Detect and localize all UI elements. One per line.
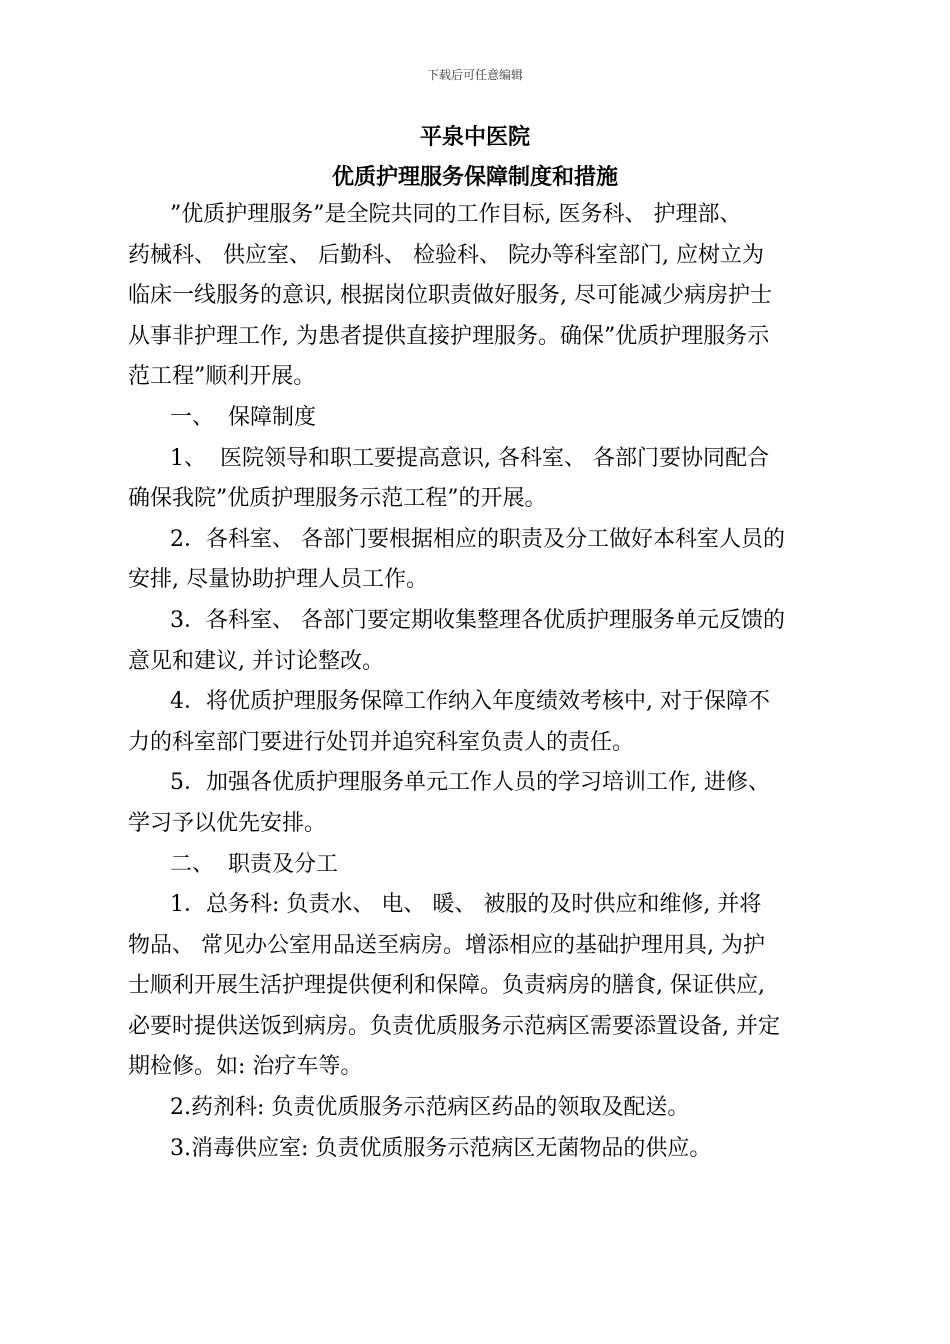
document-body [128,195,822,1169]
text-line: 必要时提供送饭到病房。负责优质服务示范病区需要添置设备, 并定 [128,1013,780,1039]
text-line: 5．加强各优质护理服务单元工作人员的学习培训工作, 进修、 [170,770,770,796]
text-line: 安排, 尽量协助护理人员工作。 [128,567,428,593]
text-line: 士顺利开展生活护理提供便利和保障。负责病房的膳食, 保证供应, [128,973,765,999]
text-line: 3．各科室、 各部门要定期收集整理各优质护理服务单元反馈的 [170,607,785,633]
text-line: 1、 医院领导和职工要提高意识, 各科室、 各部门要协同配合 [170,445,769,471]
text-line: 力的科室部门要进行处罚并追究科室负责人的责任。 [128,729,635,755]
text-line: 从事非护理工作, 为患者提供直接护理服务。确保”优质护理服务示 [128,323,770,349]
text-line: 3.消毒供应室: 负责优质服务示范病区无菌物品的供应。 [170,1135,712,1161]
text-line: 意见和建议, 并讨论整改。 [128,648,384,674]
text-line: 学习予以优先安排。 [128,810,327,836]
text-line: 2．各科室、 各部门要根据相应的职责及分工做好本科室人员的 [170,526,785,552]
text-line: 药械科、 供应室、 后勤科、 检验科、 院办等科室部门, 应树立为 [128,242,764,268]
text-line: 二、 职责及分工 [170,851,338,877]
text-line: 一、 保障制度 [170,404,316,430]
document-title: 平泉中医院 [419,125,530,150]
text-line: 期检修。如: 治疗车等。 [128,1054,363,1080]
header-note: 下载后可任意编辑 [426,68,523,82]
text-line: 范工程”顺利开展。 [128,364,316,390]
text-line: 物品、 常见办公室用品送至病房。增添相应的基础护理用具, 为护 [128,932,765,958]
text-line: 确保我院”优质护理服务示范工程”的开展。 [128,486,547,512]
text-line: 临床一线服务的意识, 根据岗位职责做好服务, 尽可能减少病房护士 [128,283,772,309]
text-line: ”优质护理服务”是全院共同的工作目标, 医务科、 护理部、 [170,202,742,227]
text-line: 4．将优质护理服务保障工作纳入年度绩效考核中, 对于保障不 [170,689,770,715]
document-subtitle: 优质护理服务保障制度和措施 [331,165,618,190]
text-line: 1．总务科: 负责水、 电、 暖、 被服的及时供应和维修, 并将 [170,892,762,918]
text-line: 2.药剂科: 负责优质服务示范病区药品的领取及配送。 [170,1095,690,1121]
